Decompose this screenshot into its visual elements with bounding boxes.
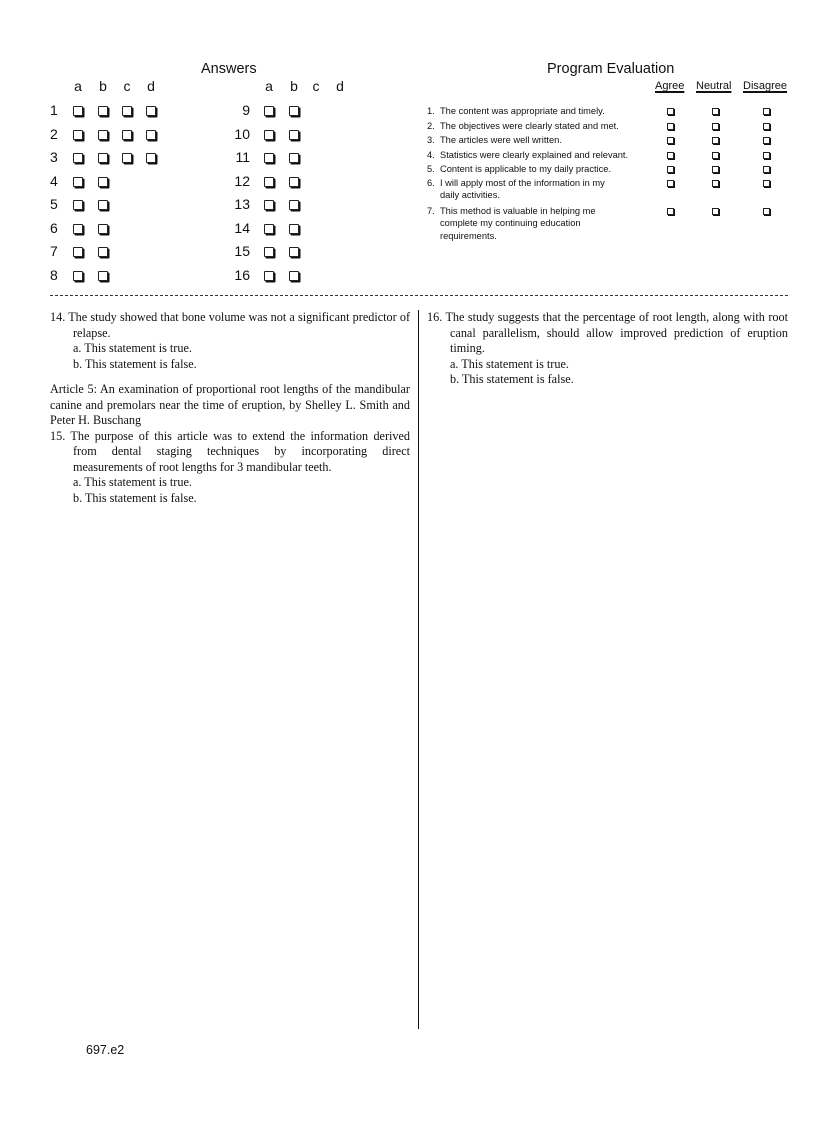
answer-checkbox-7-a[interactable]	[73, 247, 83, 257]
item-text: I will apply most of the information in my daily activities.	[440, 177, 605, 200]
answer-checkbox-10-a[interactable]	[264, 130, 274, 140]
answer-checkbox-12-b[interactable]	[289, 177, 299, 187]
answer-checkbox-2-a[interactable]	[73, 130, 83, 140]
item-text: The objectives were clearly stated and met.	[440, 120, 619, 131]
question-number: 9	[242, 102, 250, 118]
column-letter-a: a	[265, 78, 273, 94]
answer-checkbox-7-b[interactable]	[98, 247, 108, 257]
item-number: 6.	[427, 177, 435, 188]
item-text: Statistics were clearly explained and relevant.	[440, 149, 629, 160]
evaluation-item	[427, 120, 647, 133]
answer-checkbox-4-a[interactable]	[73, 177, 83, 187]
answer-checkbox-9-b[interactable]	[289, 106, 299, 116]
question-number: 11	[235, 149, 250, 165]
evaluation-item	[427, 177, 647, 202]
evaluation-item	[427, 134, 647, 147]
rating-checkbox-5-neutral[interactable]	[712, 166, 719, 173]
column-letter-d: d	[336, 78, 344, 94]
item-number: 7.	[427, 205, 435, 216]
question-number: 15	[234, 243, 250, 259]
answer-checkbox-9-a[interactable]	[264, 106, 274, 116]
rating-checkbox-4-neutral[interactable]	[712, 152, 719, 159]
rating-checkbox-2-disagree[interactable]	[763, 123, 770, 130]
question-15: 15. The purpose of this article was to extend the information derived from dental staging techniques by incorporating direct measurements of root lengths for 3 mandibular teeth.	[50, 428, 410, 474]
answer-checkbox-5-b[interactable]	[98, 200, 108, 210]
question-number: 2	[50, 125, 58, 142]
question-15-option-b: b. This statement is false.	[73, 490, 197, 505]
rating-checkbox-7-disagree[interactable]	[763, 208, 770, 215]
item-number: 5.	[427, 163, 435, 174]
answer-checkbox-3-a[interactable]	[73, 153, 83, 163]
answers-title: Answers	[201, 61, 257, 77]
rating-checkbox-1-agree[interactable]	[667, 108, 674, 115]
question-number: 5	[50, 196, 58, 212]
question-number: 1	[50, 102, 58, 118]
answer-checkbox-1-a[interactable]	[73, 106, 83, 116]
question-14: 14. The study showed that bone volume was not a significant predictor of relapse.	[50, 310, 410, 340]
answer-checkbox-6-b[interactable]	[98, 224, 108, 234]
right-column	[427, 310, 788, 388]
rating-checkbox-7-agree[interactable]	[667, 208, 674, 215]
rating-checkbox-6-agree[interactable]	[667, 180, 674, 187]
question-number: 14	[234, 219, 250, 236]
rating-checkbox-3-agree[interactable]	[667, 137, 674, 144]
rating-checkbox-2-agree[interactable]	[667, 123, 674, 130]
question-number: 10	[234, 125, 250, 142]
question-number: 3	[50, 149, 58, 165]
rating-checkbox-5-agree[interactable]	[667, 166, 674, 173]
question-number: 7	[50, 243, 58, 259]
question-number: 12	[234, 172, 250, 189]
answer-checkbox-1-c[interactable]	[122, 106, 132, 116]
item-number: 1.	[427, 106, 435, 116]
answer-checkbox-4-b[interactable]	[98, 177, 108, 187]
answer-checkbox-16-a[interactable]	[264, 271, 274, 281]
column-letter-a: a	[74, 78, 82, 94]
answer-checkbox-2-d[interactable]	[146, 130, 156, 140]
question-number: 16	[234, 266, 250, 283]
answer-checkbox-14-b[interactable]	[289, 224, 299, 234]
question-number: 4	[50, 172, 58, 189]
answer-checkbox-12-a[interactable]	[264, 177, 274, 187]
question-15-option-a: a. This statement is true.	[73, 475, 192, 489]
answer-checkbox-1-b[interactable]	[98, 106, 108, 116]
answer-checkbox-13-a[interactable]	[264, 200, 274, 210]
question-14-option-a: a. This statement is true.	[73, 341, 192, 355]
answer-checkbox-5-a[interactable]	[73, 200, 83, 210]
rating-checkbox-1-disagree[interactable]	[763, 108, 770, 115]
answer-checkbox-15-b[interactable]	[289, 247, 299, 257]
item-text: The articles were well written.	[440, 135, 562, 145]
question-number: 13	[234, 196, 250, 212]
item-number: 4.	[427, 149, 435, 160]
rating-checkbox-3-disagree[interactable]	[763, 137, 770, 144]
answer-checkbox-13-b[interactable]	[289, 200, 299, 210]
rating-checkbox-4-agree[interactable]	[667, 152, 674, 159]
question-16-option-b: b. This statement is false.	[450, 372, 574, 386]
rating-checkbox-7-neutral[interactable]	[712, 208, 719, 215]
rating-checkbox-4-disagree[interactable]	[763, 152, 770, 159]
question-16: 16. The study suggests that the percentage of root length, along with root canal parallelism, should allow improved prediction of eruption timing.	[427, 310, 788, 355]
answer-checkbox-2-b[interactable]	[98, 130, 108, 140]
question-number: 8	[50, 266, 58, 283]
item-text: The content was appropriate and timely.	[440, 106, 605, 116]
page-number: 697.e2	[86, 1043, 125, 1057]
answer-checkbox-3-b[interactable]	[98, 153, 108, 163]
evaluation-item	[427, 105, 647, 118]
article-5-heading: Article 5: An examination of proportional root lengths of the mandibular canine and premolars near the time of eruption, by Shelley L. Smith and Peter H. Buschang	[50, 382, 410, 427]
rating-checkbox-6-disagree[interactable]	[763, 180, 770, 187]
dashed-divider	[50, 295, 788, 296]
rating-checkbox-2-neutral[interactable]	[712, 123, 719, 130]
item-number: 3.	[427, 135, 435, 145]
header-neutral: Neutral	[696, 80, 732, 92]
item-text: This method is valuable in helping me complete my continuing education requirements.	[440, 205, 596, 241]
answer-checkbox-11-b[interactable]	[289, 153, 299, 163]
evaluation-item	[427, 163, 647, 176]
answer-checkbox-6-a[interactable]	[73, 224, 83, 234]
header-agree: Agree	[655, 80, 685, 92]
rating-checkbox-3-neutral[interactable]	[712, 137, 719, 144]
column-letter-b: b	[290, 78, 298, 94]
rating-checkbox-6-neutral[interactable]	[712, 180, 719, 187]
answer-checkbox-15-a[interactable]	[264, 247, 274, 257]
answer-checkbox-1-d[interactable]	[146, 106, 156, 116]
answer-checkbox-3-d[interactable]	[146, 153, 156, 163]
evaluation-item	[427, 149, 647, 162]
header-disagree: Disagree	[743, 80, 788, 92]
rating-checkbox-5-disagree[interactable]	[763, 166, 770, 173]
column-letter-c: c	[123, 78, 131, 94]
evaluation-item	[427, 205, 647, 243]
question-number: 6	[50, 219, 58, 236]
left-column	[50, 310, 410, 506]
answer-checkbox-8-b[interactable]	[98, 271, 108, 281]
column-letter-b: b	[99, 78, 107, 94]
evaluation-title: Program Evaluation	[547, 61, 675, 77]
answer-checkbox-16-b[interactable]	[289, 271, 299, 281]
answer-checkbox-14-a[interactable]	[264, 224, 274, 234]
column-divider	[418, 310, 419, 1029]
question-16-option-a: a. This statement is true.	[450, 356, 569, 371]
item-text: Content is applicable to my daily practice.	[440, 163, 612, 174]
item-number: 2.	[427, 120, 435, 131]
answer-checkbox-8-a[interactable]	[73, 271, 83, 281]
answer-checkbox-10-b[interactable]	[289, 130, 299, 140]
answer-checkbox-2-c[interactable]	[122, 130, 132, 140]
column-letter-c: c	[312, 78, 320, 94]
rating-checkbox-1-neutral[interactable]	[712, 108, 719, 115]
answer-checkbox-3-c[interactable]	[122, 153, 132, 163]
question-14-option-b: b. This statement is false.	[73, 356, 197, 371]
column-letter-d: d	[147, 78, 155, 94]
answer-checkbox-11-a[interactable]	[264, 153, 274, 163]
